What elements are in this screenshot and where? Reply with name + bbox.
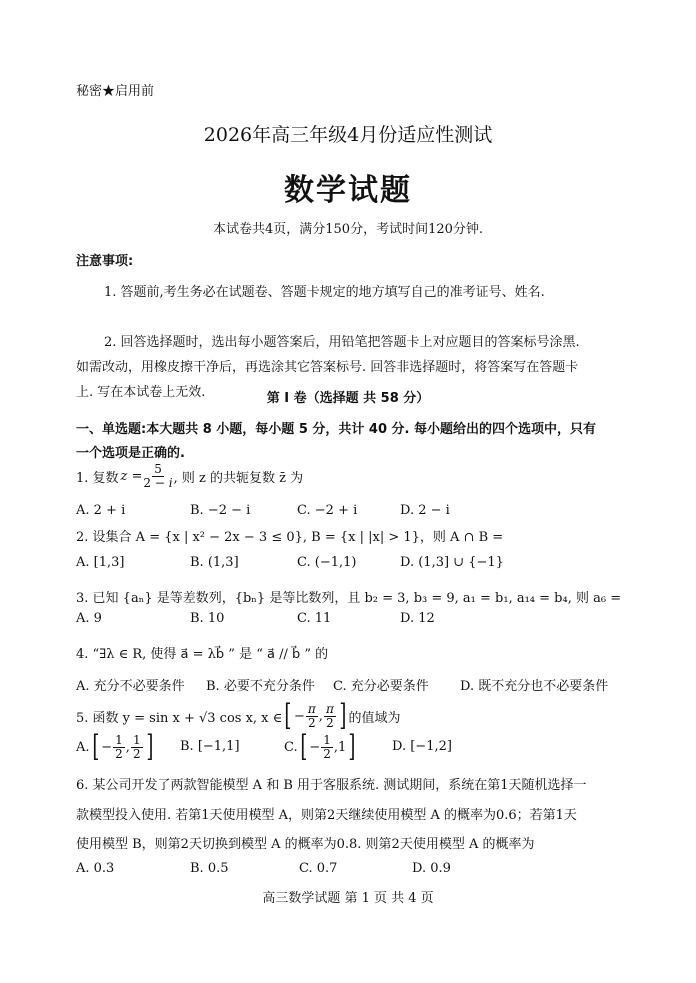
exam-info: 本试卷共4页，满分150分，考试时间120分钟. <box>212 222 484 237</box>
q5-option-c[interactable] <box>284 729 358 765</box>
notice-item-2-end: 上. 写在本试卷上无效. <box>76 385 206 400</box>
section-title-text: 第 Ⅰ 卷（选择题 共 58 分） <box>266 391 430 406</box>
q1-prefix: 1. 复数 <box>76 470 119 486</box>
question-2-stem: 2. 设集合 A = {x | x² − 2x − 3 ≤ 0}, B = {x | |x| > 1}，则 A ∩ B = <box>76 530 504 545</box>
page-footer: 高三数学试题 第 1 页 共 4 页 <box>262 891 434 906</box>
notice-item-2: 2. 回答选择题时，选出每小题答案后，用铅笔把答题卡上对应题目的答案标号涂黑. <box>104 335 580 350</box>
q1-option-c[interactable]: C. −2 + i <box>297 503 358 518</box>
subject-title: 数学试题 <box>284 173 412 208</box>
q5-prefix: 5. 函数 y = sin x + √3 cos x, x ∈ <box>76 710 283 726</box>
section-instruction-cont: 一个选项是正确的. <box>76 446 185 461</box>
q5-option-c-interval: [ − $\frac{1}{2}$ ,1 ] <box>299 729 356 764</box>
q6-option-a[interactable]: A. 0.3 <box>76 861 115 876</box>
q2-option-a[interactable]: A. [1,3] <box>76 555 125 570</box>
q5-option-a-label: A. <box>76 739 90 755</box>
question-4-stem: 4. “∃λ ∈ R, 使得 a⃗ = λb⃗ ” 是 “ a⃗ // b⃗ ” 的 <box>76 647 329 662</box>
question-6-line-2: 款模型投入使用. 若第1天使用模型 A，则第2天继续使用模型 A 的概率为0.6；若第1天 <box>76 808 577 823</box>
q3-option-a[interactable]: A. 9 <box>76 611 102 626</box>
q3-option-d[interactable]: D. 12 <box>400 611 435 626</box>
q1-var: z = <box>120 468 143 484</box>
q3-option-c[interactable]: C. 11 <box>297 611 332 626</box>
q4-option-a[interactable]: A. 充分不必要条件 <box>76 679 185 694</box>
q1-suffix: , 则 z 的共轭复数 z̄ 为 <box>173 470 304 486</box>
q5-option-b[interactable]: B. [−1,1] <box>180 739 240 754</box>
q2-option-c[interactable]: C. (−1,1) <box>297 555 357 570</box>
q2-option-b[interactable]: B. (1,3] <box>190 555 239 570</box>
q4-option-d[interactable]: D. 既不充分也不必要条件 <box>460 679 609 694</box>
question-6-line-1: 6. 某公司开发了两款智能模型 A 和 B 用于客服系统. 测试期间，系统在第1天随机选择一 <box>76 778 587 793</box>
exam-title: 2026年高三年级4月份适应性测试 <box>203 124 493 146</box>
q1-option-b[interactable]: B. −2 − i <box>190 503 251 518</box>
q1-option-a[interactable]: A. 2 + i <box>76 503 126 518</box>
q1-option-d[interactable]: D. 2 − i <box>400 503 450 518</box>
confidential-label: 秘密★启用前 <box>76 84 155 99</box>
q5-option-c-label: C. <box>284 739 298 755</box>
q5-suffix: 的值域为 <box>348 710 401 726</box>
notice-item-1: 1. 答题前,考生务必在试题卷、答题卡规定的地方填写自己的准考证号、姓名. <box>104 285 545 300</box>
notice-item-2-cont: 如需改动，用橡皮擦干净后，再选涂其它答案标号. 回答非选择题时，将答案写在答题卡 <box>76 360 579 375</box>
q4-option-b[interactable]: B. 必要不充分条件 <box>206 679 315 694</box>
notice-heading: 注意事项: <box>76 254 134 269</box>
q6-option-d[interactable]: D. 0.9 <box>412 861 451 876</box>
q5-domain-interval: [ − $\frac{\pi}{2}$ , $\frac{\pi}{2}$ ] <box>284 698 347 733</box>
q5-option-a[interactable] <box>76 729 155 765</box>
q1-fraction: $\frac{5}{2 - i}$ <box>143 461 173 490</box>
q4-option-c[interactable]: C. 充分必要条件 <box>333 679 429 694</box>
q3-option-b[interactable]: B. 10 <box>190 611 225 626</box>
section-instruction: 一、单选题:本大题共 8 小题，每小题 5 分，共计 40 分. 每小题给出的四个选项中，只有 <box>76 422 597 437</box>
q5-option-a-interval: [ − $\frac{1}{2}$ , $\frac{1}{2}$ ] <box>91 729 153 764</box>
q5-option-d[interactable]: D. [−1,2] <box>392 739 452 754</box>
question-3-stem: 3. 已知 {aₙ} 是等差数列，{bₙ} 是等比数列，且 b₂ = 3, b₃ = 9, a₁ = b₁, a₁₄ = b₄, 则 a₆ = <box>76 591 622 606</box>
section-title <box>0 387 696 406</box>
question-6-line-3: 使用模型 B，则第2天切换到模型 A 的概率为0.8. 则第2天使用模型 A 的概率为 <box>76 837 535 852</box>
q2-option-d[interactable]: D. (1,3] ∪ {−1} <box>400 555 504 570</box>
q6-option-c[interactable]: C. 0.7 <box>299 861 338 876</box>
question-1-stem <box>76 460 303 492</box>
q6-option-b[interactable]: B. 0.5 <box>190 861 229 876</box>
